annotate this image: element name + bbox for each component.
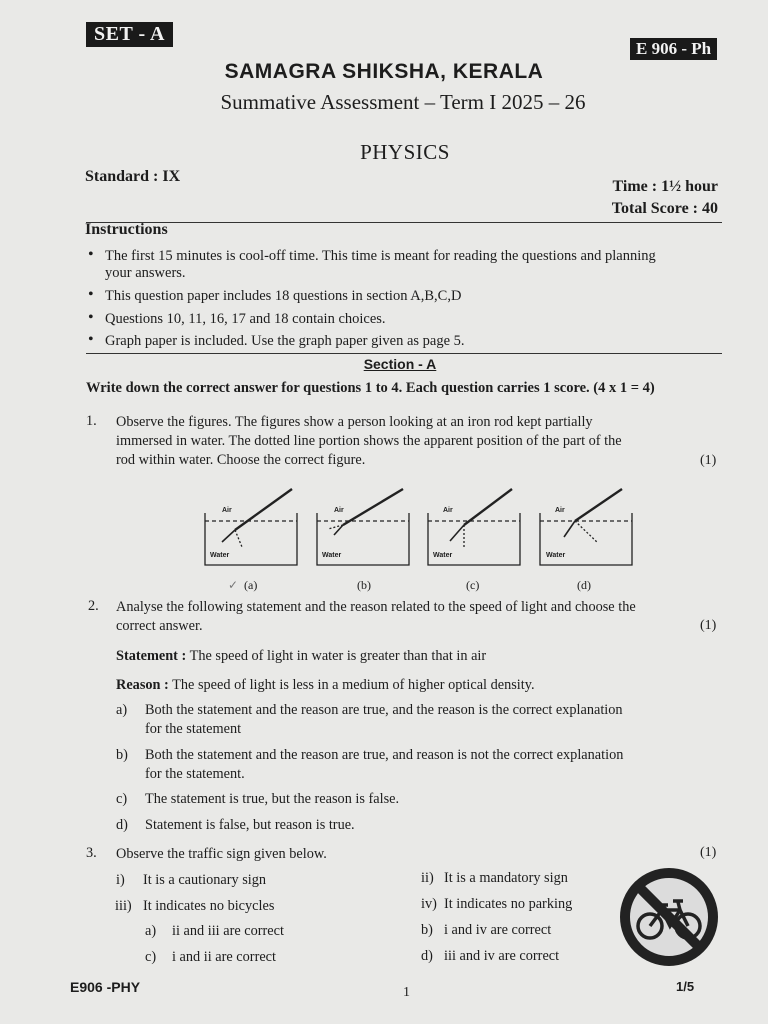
option-d: iii and iv are correct <box>444 948 560 964</box>
statement-key: i) <box>116 872 125 888</box>
question-number: 3. <box>86 845 97 861</box>
option-key: a) <box>145 923 157 939</box>
question-1-text: Observe the figures. The figures show a person looking at an iron rod kept partially immersed in water. The dotted line portion shows the apparent position of the part of the rod within water. Choose the correct figure. <box>116 414 622 468</box>
instruction-item: • Graph paper is included. Use the graph paper given as page 5. <box>88 331 465 349</box>
organization-title: SAMAGRA SHIKSHA, KERALA <box>224 60 544 83</box>
air-label: Air <box>443 507 453 514</box>
figure-label-c: (c) <box>466 578 480 592</box>
water-label: Water <box>210 552 230 559</box>
option-key: b) <box>421 922 433 938</box>
section-title: Section - A <box>363 356 437 372</box>
option-key: d) <box>116 817 128 833</box>
bullet-icon: • <box>88 246 94 263</box>
instructions-heading: Instructions <box>85 221 168 238</box>
reason-line: Reason : The speed of light is less in a medium of higher optical density. <box>116 677 535 693</box>
question-2-text: Analyse the following statement and the reason related to the speed of light and choose the correct answer. <box>116 599 636 634</box>
question-score: (1) <box>700 453 717 468</box>
standard-label: Standard : IX <box>85 168 181 185</box>
figure-label-b: (b) <box>357 578 371 592</box>
question-score: (1) <box>700 618 717 633</box>
option-d: Statement is false, but reason is true. <box>145 817 355 833</box>
option-a: Both the statement and the reason are true, and the reason is the correct explanation for the statement <box>145 702 623 737</box>
water-label: Water <box>433 552 453 559</box>
option-b: Both the statement and the reason are true, and reason is not the correct explanation for the statement. <box>145 747 624 782</box>
page-number: 1 <box>403 985 410 1000</box>
no-bicycle-sign-icon <box>618 866 720 968</box>
subject-title: PHYSICS <box>360 140 450 164</box>
option-a: ii and iii are correct <box>172 923 284 939</box>
time-label: Time : 1½ hour <box>612 178 718 195</box>
set-label: SET - A <box>86 22 173 47</box>
statement-iii: It indicates no bicycles <box>143 898 275 914</box>
air-label: Air <box>555 507 565 514</box>
bullet-icon: • <box>88 331 94 348</box>
option-b: i and iv are correct <box>444 922 552 938</box>
page-count: 1/5 <box>676 979 695 994</box>
exam-title: Summative Assessment – Term I 2025 – 26 <box>220 90 586 114</box>
water-label: Water <box>322 552 342 559</box>
time-score-block <box>612 176 718 220</box>
question-number: 2. <box>88 598 99 614</box>
question-number: 1. <box>86 413 97 429</box>
paper-code: E 906 - Ph <box>630 38 717 60</box>
statement-key: ii) <box>421 870 434 886</box>
statement-ii: It is a mandatory sign <box>444 870 568 886</box>
option-key: d) <box>421 948 433 964</box>
figure-label-d: (d) <box>577 578 591 592</box>
option-key: a) <box>116 702 128 718</box>
option-key: c) <box>145 949 157 965</box>
option-key: b) <box>116 747 128 763</box>
water-label: Water <box>546 552 566 559</box>
figure-label-a: (a) <box>244 578 258 592</box>
option-key: c) <box>116 791 128 807</box>
air-label: Air <box>334 507 344 514</box>
statement-line: Statement : The speed of light in water is greater than that in air <box>116 648 487 664</box>
bullet-icon: • <box>88 309 94 326</box>
statement-key: iv) <box>421 896 437 912</box>
statement-iv: It indicates no parking <box>444 896 573 912</box>
option-c: i and ii are correct <box>172 949 276 965</box>
question-score: (1) <box>700 845 717 860</box>
instruction-item: • The first 15 minutes is cool-off time. This time is meant for reading the questions and planning <box>88 246 656 264</box>
instruction-item: • This question paper includes 18 questions in section A,B,C,D <box>88 286 462 304</box>
instruction-item-cont: your answers. <box>105 265 186 281</box>
total-score-label: Total Score : 40 <box>611 200 718 217</box>
bullet-icon: • <box>88 286 94 303</box>
footer-code: E906 -PHY <box>70 979 141 995</box>
question-3-text: Observe the traffic sign given below. <box>116 846 327 862</box>
statement-i: It is a cautionary sign <box>143 872 267 888</box>
divider <box>86 353 722 354</box>
refraction-diagram <box>200 485 640 580</box>
refraction-figures <box>200 485 640 580</box>
air-label: Air <box>222 507 232 514</box>
tick-mark: ✓ <box>228 578 239 592</box>
divider <box>86 222 722 223</box>
statement-key: iii) <box>115 898 132 914</box>
section-heading: Write down the correct answer for questions 1 to 4. Each question carries 1 score. (4 x 1 = 4) <box>86 380 655 396</box>
instruction-item: • Questions 10, 11, 16, 17 and 18 contain choices. <box>88 309 386 327</box>
option-c: The statement is true, but the reason is false. <box>145 791 400 807</box>
